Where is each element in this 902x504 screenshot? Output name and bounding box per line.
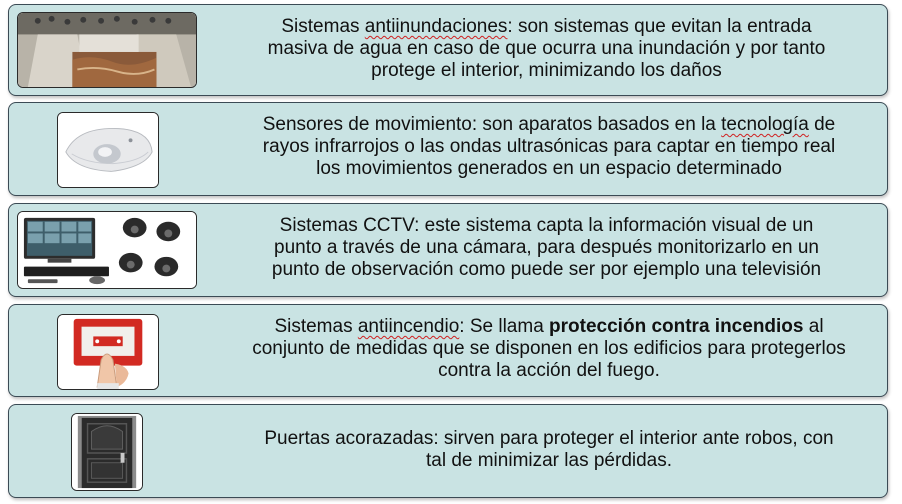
text-segment: Puertas acorazadas: sirven para proteger el interior ante robos, con xyxy=(264,428,834,449)
flood-systems-text xyxy=(209,16,884,82)
text-line xyxy=(209,237,884,259)
text-line xyxy=(209,215,884,237)
text-line xyxy=(209,16,884,38)
text-segment: : son sistemas que evitan la entrada xyxy=(507,16,812,37)
card-flood-systems xyxy=(8,4,888,96)
text-line xyxy=(209,259,884,281)
fire-systems-text xyxy=(209,316,889,382)
cctv-system-photo-icon xyxy=(17,211,197,289)
flood-barrier-photo-icon xyxy=(17,12,197,88)
text-segment: punto de observación como puede ser por ejemplo una televisión xyxy=(271,259,822,280)
text-segment: al xyxy=(803,316,824,337)
text-segment: Sistemas CCTV: este sistema capta la información visual de un xyxy=(279,215,814,236)
card-motion-sensors xyxy=(8,102,888,196)
card-cctv-systems xyxy=(8,203,888,297)
text-segment: tal de minimizar las pérdidas. xyxy=(425,450,673,471)
text-segment: de xyxy=(808,114,836,135)
text-segment: Sistemas xyxy=(274,316,358,337)
misspelled-word: antiinundaciones xyxy=(364,16,508,37)
text-line xyxy=(209,360,889,382)
motion-sensors-text xyxy=(214,114,884,180)
card-armored-doors xyxy=(8,404,888,498)
text-segment: Sistemas xyxy=(281,16,365,37)
text-segment: los movimientos generados en un espacio determinado xyxy=(316,158,782,179)
text-line xyxy=(214,158,884,180)
text-line xyxy=(209,428,889,450)
text-segment: punto a través de una cámara, para después monitorizarlo en un xyxy=(274,237,819,258)
text-line xyxy=(209,338,889,360)
armored-door-photo-icon xyxy=(71,413,143,491)
text-line xyxy=(214,114,884,136)
text-segment: contra la acción del fuego. xyxy=(438,360,660,381)
text-line xyxy=(209,450,889,472)
misspelled-word: tecnología xyxy=(721,114,809,135)
text-line xyxy=(209,60,884,82)
text-segment: : Se llama xyxy=(459,316,550,337)
text-segment: rayos infrarrojos o las ondas ultrasónicas para captar en tiempo real xyxy=(262,136,836,157)
text-line xyxy=(209,316,889,338)
bold-text: protección contra incendios xyxy=(549,316,804,337)
armored-doors-text xyxy=(209,428,889,472)
text-segment: Sensores de movimiento: son aparatos basados en la xyxy=(262,114,722,135)
motion-sensor-photo-icon xyxy=(57,112,159,188)
text-line xyxy=(209,38,884,60)
text-line xyxy=(214,136,884,158)
misspelled-word: antiincendio xyxy=(357,316,460,337)
text-segment: masiva de agua en caso de que ocurra una inundación y por tanto xyxy=(267,38,826,59)
fire-alarm-photo-icon xyxy=(57,314,159,390)
text-segment: conjunto de medidas que se disponen en los edificios para protegerlos xyxy=(252,338,846,359)
card-fire-systems xyxy=(8,304,888,397)
text-segment: protege el interior, minimizando los daños xyxy=(371,60,722,81)
cctv-systems-text xyxy=(209,215,884,281)
